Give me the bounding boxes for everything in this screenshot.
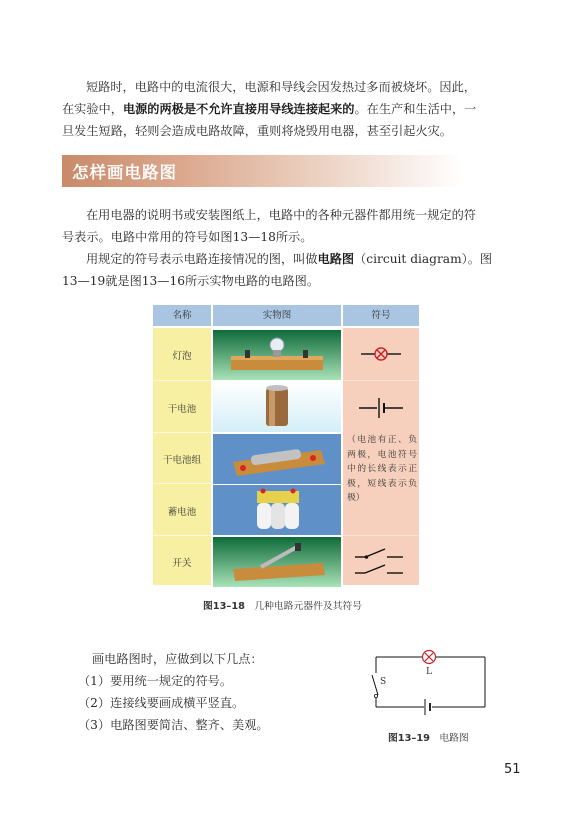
list-item: （3）电路图要简洁、整齐、美观。 [78, 718, 269, 732]
row-separator [153, 432, 211, 433]
header-symbol: 符号 [343, 305, 419, 326]
component-table [153, 305, 419, 585]
row-name-battery: 干电池组 [162, 455, 201, 466]
list-item: （1）要用统一规定的符号。 [78, 674, 233, 688]
list-item: （2）连接线要画成横平竖直。 [78, 696, 245, 710]
intro-line-1: 短路时，电路中的电流很大，电源和导线会因发热过多而被烧坏。因此， [86, 80, 476, 94]
row-separator [153, 483, 211, 484]
intro-paragraph [62, 76, 522, 142]
circuit-diagram [368, 645, 493, 723]
intro-emphasis: 电源的两极是不允许直接用导线连接起来的 [122, 102, 355, 116]
bulb-symbol-icon [343, 330, 419, 380]
figure-13-19-caption [388, 730, 469, 744]
battery-note: （电池有正、负两极，电池符号中的长线表示正极，短线表示负极） [347, 435, 417, 503]
row-separator [153, 380, 211, 381]
bulb-picture [213, 330, 341, 380]
cell-symbol-icon [343, 393, 419, 423]
figure-13-19-number: 图13–19 [388, 733, 430, 744]
figure-13-18-number: 图13–18 [203, 601, 245, 612]
list-intro: 画电路图时，应做到以下几点： [92, 652, 263, 666]
row-name-switch: 开关 [172, 558, 192, 569]
accumulator-picture [213, 485, 341, 535]
battery-pack-picture [213, 434, 341, 484]
body-p1-line1: 在用电器的说明书或安装图纸上，电路中的各种元器件都用统一规定的符 [86, 208, 476, 222]
figure-13-18-title: 几种电路元器件及其符号 [254, 601, 363, 612]
cell-picture [213, 382, 341, 432]
section-title: 怎样画电路图 [72, 163, 177, 182]
header-picture: 实物图 [213, 305, 341, 326]
section-heading-bar [62, 155, 462, 187]
body-p2-line1c: （circuit diagram）。图 [354, 252, 493, 266]
intro-line-2 [62, 98, 522, 120]
header-name: 名称 [153, 305, 211, 326]
lamp-label: L [426, 667, 432, 677]
switch-picture [213, 537, 341, 587]
instruction-list [78, 648, 269, 736]
symbol-separator [343, 380, 419, 381]
row-name-accumulator: 蓄电池 [167, 507, 197, 518]
body-p1-line2: 号表示。电路中常用的符号如图13—18所示。 [62, 230, 313, 244]
body-paragraphs [62, 204, 522, 292]
figure-13-18-caption [203, 598, 362, 612]
body-p2-line2: 13—19就是图13—16所示实物电路的电路图。 [62, 274, 320, 288]
symbol-separator [343, 535, 419, 536]
term-circuit-diagram: 电路图 [317, 252, 355, 266]
row-separator [153, 535, 211, 536]
body-p2-line1a: 用规定的符号表示电路连接情况的图，叫做 [86, 252, 318, 266]
switch-label: S [380, 677, 387, 687]
row-name-cell: 干电池 [167, 404, 197, 415]
body-p2-line1 [62, 248, 522, 270]
row-name-bulb: 灯泡 [172, 351, 192, 362]
intro-line-3: 旦发生短路，轻则会造成电路故障，重则将烧毁用电器，甚至引起火灾。 [62, 124, 452, 138]
intro-line-2c: 。在生产和生活中，一 [354, 102, 477, 116]
page-number: 51 [504, 762, 521, 777]
figure-13-19-title: 电路图 [439, 733, 469, 744]
intro-line-2a: 在实验中， [62, 102, 123, 116]
switch-symbol-icon [343, 537, 419, 585]
